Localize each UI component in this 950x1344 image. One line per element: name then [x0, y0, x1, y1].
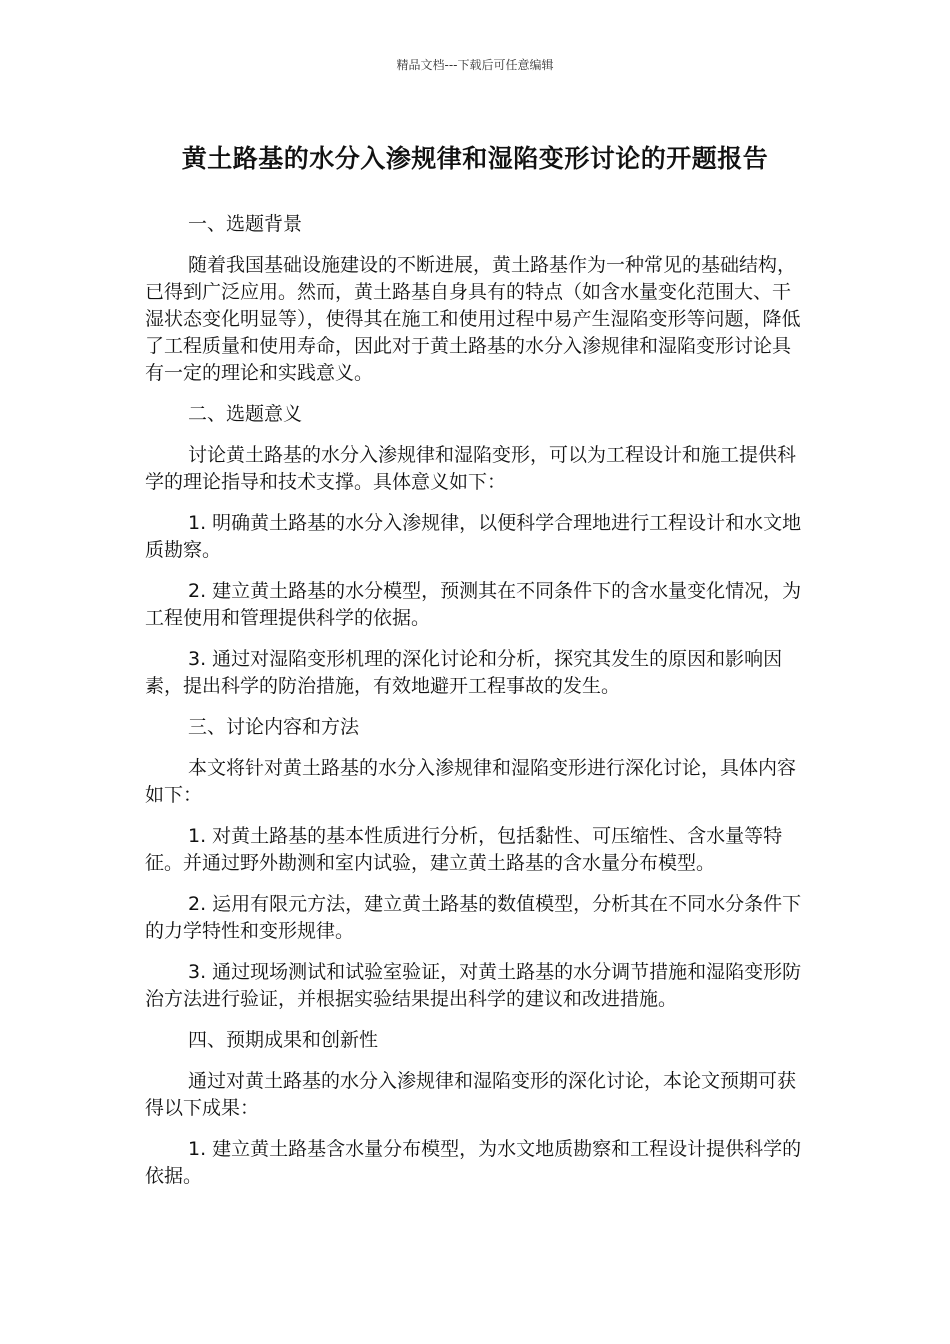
section-heading-significance: 二、选题意义 [188, 403, 303, 425]
document-title: 黄土路基的水分入渗规律和湿陷变形讨论的开题报告 [181, 144, 769, 173]
page-header: 精品文档---下载后可任意编辑 [396, 58, 554, 72]
paragraph-expected-results: 通过对黄土路基的水分入渗规律和湿陷变形的深化讨论，本论文预期可获得以下成果： [145, 1070, 797, 1119]
list-item: 3. 通过对湿陷变形机理的深化讨论和分析，探究其发生的原因和影响因素，提出科学的防治措施，有效地避开工程事故的发生。 [145, 648, 783, 697]
list-item: 1. 对黄土路基的基本性质进行分析，包括黏性、可压缩性、含水量等特征。并通过野外勘测和室内试验，建立黄土路基的含水量分布模型。 [145, 825, 783, 874]
list-item: 3. 通过现场测试和试验室验证，对黄土路基的水分调节措施和湿陷变形防治方法进行验证，并根据实验结果提出科学的建议和改进措施。 [145, 961, 802, 1010]
paragraph-background: 随着我国基础设施建设的不断进展，黄土路基作为一种常见的基础结构，已得到广泛应用。然而，黄土路基自身具有的特点（如含水量变化范围大、干湿状态变化明显等），使得其在施工和使用过程中易产生湿陷变形等问题，降低了工程质量和使用寿命，因此对于黄土路基的水分入渗规律和湿陷变形讨论具有一定的理论和实践意义。 [145, 254, 801, 384]
list-item: 1. 建立黄土路基含水量分布模型，为水文地质勘察和工程设计提供科学的依据。 [145, 1138, 802, 1187]
paragraph-significance: 讨论黄土路基的水分入渗规律和湿陷变形，可以为工程设计和施工提供科学的理论指导和技术支撑。具体意义如下： [145, 444, 797, 493]
paragraph-content-methods: 本文将针对黄土路基的水分入渗规律和湿陷变形进行深化讨论，具体内容如下： [145, 757, 797, 806]
list-item: 1. 明确黄土路基的水分入渗规律，以便科学合理地进行工程设计和水文地质勘察。 [145, 512, 802, 561]
section-heading-expected-results: 四、预期成果和创新性 [188, 1029, 379, 1051]
list-item: 2. 建立黄土路基的水分模型，预测其在不同条件下的含水量变化情况，为工程使用和管理提供科学的依据。 [145, 580, 802, 629]
document-body [145, 211, 805, 1204]
section-heading-background: 一、选题背景 [188, 213, 303, 235]
list-item: 2. 运用有限元方法，建立黄土路基的数值模型，分析其在不同水分条件下的力学特性和变形规律。 [145, 893, 802, 942]
section-heading-content-methods: 三、讨论内容和方法 [188, 716, 360, 738]
